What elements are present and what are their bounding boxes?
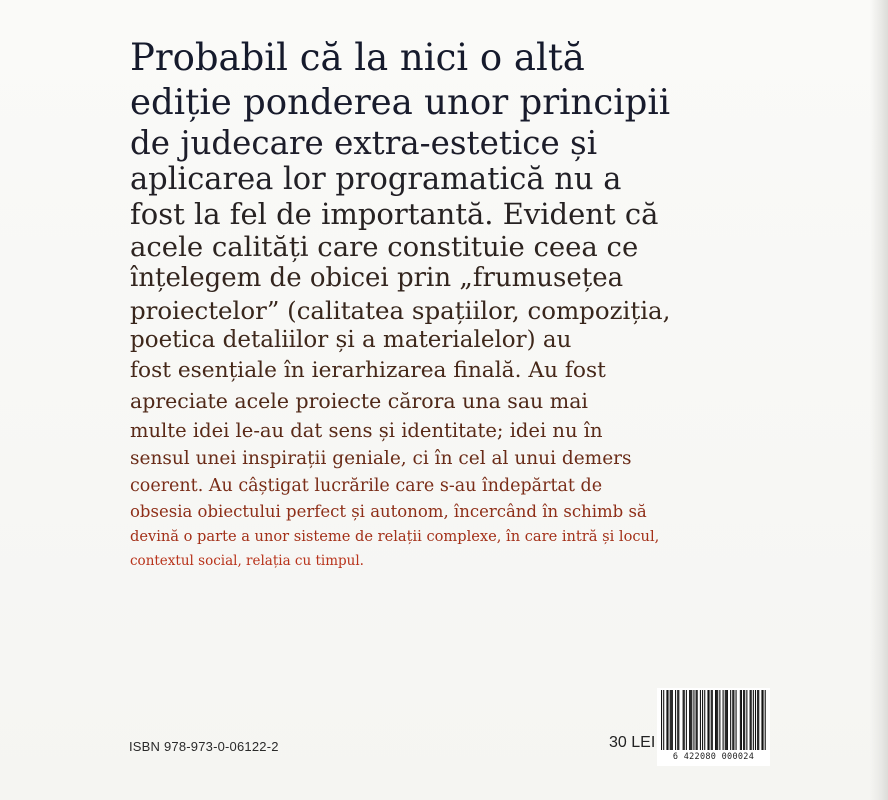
barcode-bar: [683, 690, 684, 750]
blurb-line-6: acele calități care constituie ceea ce: [130, 231, 639, 263]
blurb-line-4: aplicarea lor programatică nu a: [130, 162, 622, 197]
barcode-bar: [670, 690, 671, 750]
barcode-digits: 6 422080 000024: [657, 752, 770, 762]
barcode-bar: [736, 690, 737, 750]
barcode-bar: [761, 690, 762, 750]
barcode-bar: [702, 690, 703, 750]
barcode-bar: [691, 690, 692, 750]
barcode-bar: [686, 690, 687, 750]
barcode-bar: [717, 690, 718, 750]
barcode-bar: [733, 690, 734, 750]
barcode-bar: [763, 690, 764, 750]
blurb-line-7: înțelegem de obicei prin „frumusețea: [130, 263, 624, 293]
barcode-bar: [666, 690, 667, 750]
blurb-line-8: proiectelor” (calitatea spațiilor, compoziția,: [130, 296, 671, 325]
barcode-bar: [707, 690, 708, 750]
blurb-line-11: apreciate acele proiecte cărora una sau mai: [130, 389, 588, 413]
barcode-bar: [725, 690, 726, 750]
blurb-line-15: obsesia obiectului perfect și autonom, încercând în schimb să: [130, 502, 647, 521]
barcode-bar: [726, 690, 727, 750]
barcode-bar: [750, 690, 751, 750]
barcode-bar: [751, 690, 752, 750]
isbn-label: ISBN 978-973-0-06122-2: [129, 739, 279, 754]
blurb-line-9: poetica detaliilor și a materialelor) au: [130, 327, 572, 353]
barcode-bar: [732, 690, 733, 750]
barcode-bar: [743, 690, 744, 750]
barcode-bar: [709, 690, 710, 750]
barcode-bar: [663, 690, 664, 750]
barcode-bar: [755, 690, 756, 750]
barcode-bar: [678, 690, 679, 750]
barcode-bar: [693, 690, 694, 750]
barcode-bar: [719, 690, 720, 750]
barcode-bar: [716, 690, 717, 750]
barcode-bar: [672, 690, 673, 750]
barcode-bar: [753, 690, 754, 750]
blurb-line-17: contextul social, relația cu timpul.: [130, 553, 364, 569]
barcode-bar: [684, 690, 685, 750]
barcode-bar: [704, 690, 705, 750]
blurb-line-12: multe idei le-au dat sens și identitate; idei nu în: [130, 419, 603, 442]
barcode-bar: [765, 690, 766, 750]
barcode-bar: [741, 690, 742, 750]
barcode-bar: [740, 690, 741, 750]
barcode-bar: [696, 690, 697, 750]
barcode-bar: [744, 690, 745, 750]
barcode-bar: [715, 690, 716, 750]
blurb-line-3: de judecare extra-estetice și: [130, 124, 598, 162]
barcode-bar: [700, 690, 701, 750]
barcode-bar: [757, 690, 758, 750]
blurb-line-5: fost la fel de importantă. Evident că: [130, 197, 659, 231]
barcode-bar: [723, 690, 724, 750]
barcode-bar: [677, 690, 678, 750]
barcode-bar: [667, 690, 668, 750]
blurb-line-13: sensul unei inspirații geniale, ci în cel al unui demers: [130, 448, 632, 469]
price-label: 30 LEI: [609, 734, 656, 751]
barcode-bar: [711, 690, 712, 750]
barcode-bar: [689, 690, 690, 750]
barcode-bar: [746, 690, 747, 750]
barcode-bar: [727, 690, 728, 750]
blurb-line-2: ediție ponderea unor principii: [130, 82, 671, 123]
barcode-bar: [661, 690, 662, 750]
blurb-line-14: coerent. Au câștigat lucrările care s-au îndepărtat de: [130, 476, 603, 496]
barcode-bar: [697, 690, 698, 750]
barcode-bar: [671, 690, 672, 750]
barcode-bar: [758, 690, 759, 750]
barcode-bar: [730, 690, 731, 750]
barcode-bar: [690, 690, 691, 750]
blurb-line-1: Probabil că la nici o altă: [130, 36, 585, 79]
barcode-bars: [657, 688, 770, 752]
blurb-line-16: devină o parte a unor sisteme de relații complexe, în care intră și locul,: [130, 528, 660, 545]
barcode-bar: [712, 690, 713, 750]
barcode-bar: [675, 690, 676, 750]
blurb-line-10: fost esențiale în ierarhizarea finală. Au fost: [130, 358, 606, 383]
